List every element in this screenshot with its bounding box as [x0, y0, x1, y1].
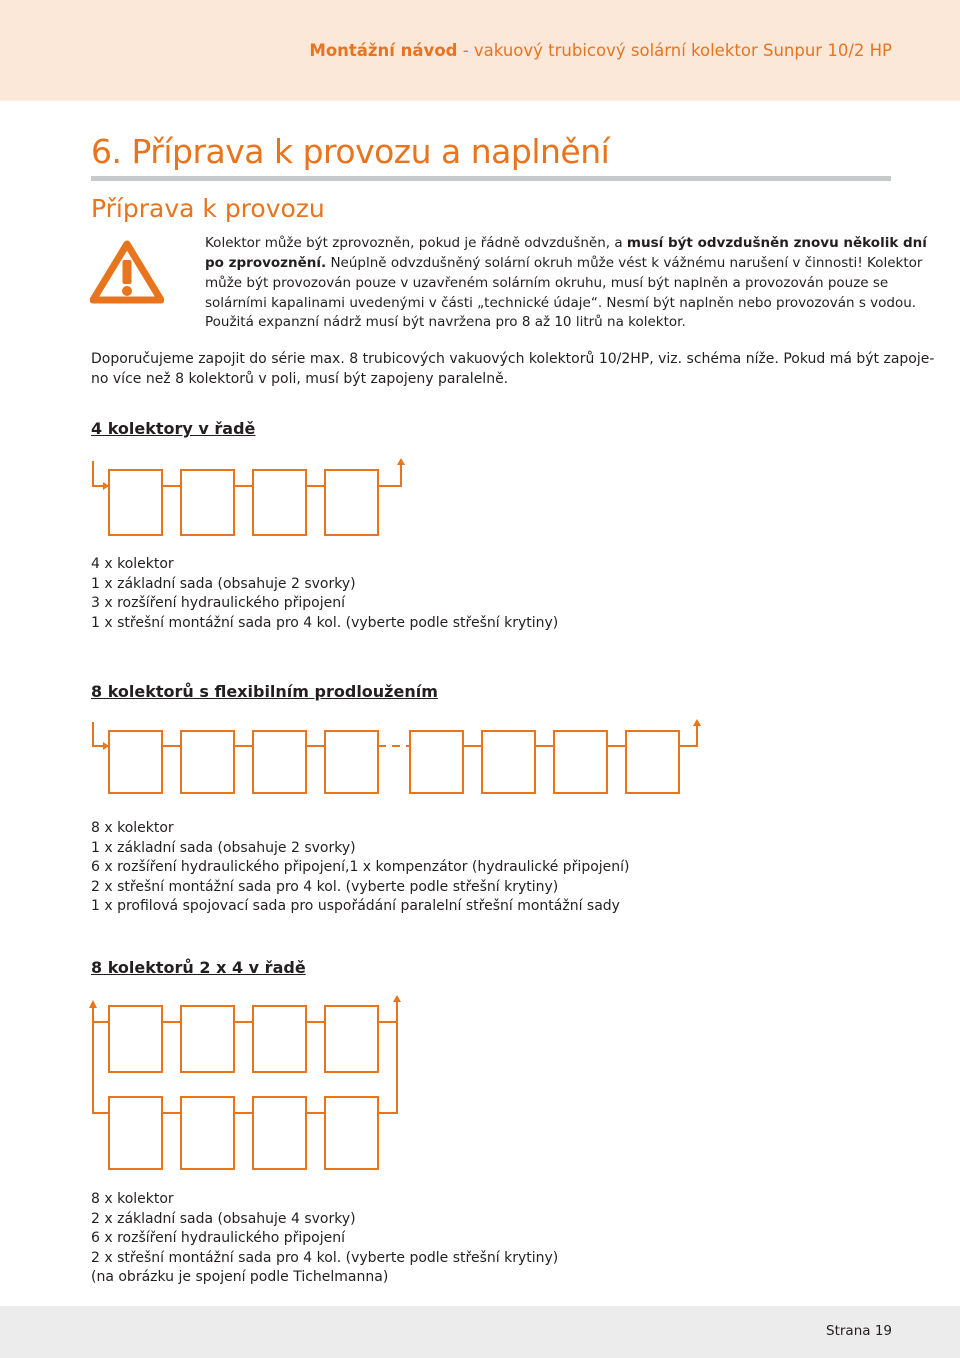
heading-4-in-series: 4 kolektory v řadě [91, 419, 256, 438]
warning-line [205, 234, 927, 254]
page-footer [0, 1306, 960, 1358]
warning-emphasis: po zprovoznění. [205, 255, 327, 271]
warning-line [205, 313, 895, 333]
document-title-rest: - vakuový trubicový solární kolektor Sunpur 10/2 HP [457, 41, 892, 60]
warning-line [205, 294, 917, 314]
list-item: 1 x základní sada (obsahuje 2 svorky) [91, 575, 356, 592]
list-item: 4 x kolektor [91, 556, 174, 572]
page-header [0, 0, 960, 101]
list-item: 8 x kolektor [91, 1191, 174, 1207]
document-title-bold: Montážní návod [309, 41, 458, 60]
list-item: 2 x střešní montážní sada pro 4 kol. (vyberte podle střešní krytiny) [91, 878, 559, 895]
list-item: 6 x rozšíření hydraulického připojení [91, 1230, 346, 1246]
list-item: 2 x základní sada (obsahuje 4 svorky) [91, 1210, 356, 1227]
recommendation-line-1: Doporučujeme zapojit do série max. 8 trubicových vakuových kolektorů 10/2HP, viz. schéma níže. Pokud má být zapoje- [91, 351, 935, 367]
warning-line [205, 254, 923, 274]
list-item: (na obrázku je spojení podle Tichelmanna) [91, 1269, 389, 1285]
warning-run: Použitá expanzní nádrž musí být navržena pro 8 až 10 litrů na kolektor. [205, 314, 686, 330]
warning-run: solárními kapalinami uvedenými v části „technické údaje“. Nesmí být naplněn nebo provozován s vodou. [205, 295, 917, 311]
list-item: 1 x střešní montážní sada pro 4 kol. (vyberte podle střešní krytiny) [91, 614, 559, 631]
list-item: 3 x rozšíření hydraulického připojení [91, 595, 346, 611]
list-item: 2 x střešní montážní sada pro 4 kol. (vyberte podle střešní krytiny) [91, 1249, 559, 1266]
heading-8-2x4: 8 kolektorů 2 x 4 v řadě [91, 958, 306, 977]
diagram-4-in-series [85, 455, 415, 540]
item-list-4-in-series [91, 555, 558, 633]
item-list-8-flexible [91, 819, 630, 917]
warning-run: Neúplně odvzdušněný solární okruh může vést k vážnému narušení v činnosti! Kolektor [326, 255, 923, 271]
list-item: 1 x profilová spojovací sada pro uspořádání paralelní střešní montážní sady [91, 898, 620, 914]
list-item: 8 x kolektor [91, 820, 174, 836]
recommendation-line-2: no více než 8 kolektorů v poli, musí být zapojeny paralelně. [91, 371, 509, 387]
subsection-title: Příprava k provozu [91, 194, 325, 223]
section-title: 6. Příprava k provozu a naplnění [91, 132, 610, 171]
heading-8-flexible: 8 kolektorů s flexibilním prodloužením [91, 682, 438, 701]
warning-emphasis: musí být odvzdušněn znovu několik dní [626, 235, 927, 251]
page-number: Strana 19 [826, 1323, 892, 1339]
warning-run: může být provozován pouze v uzavřeném solárním okruhu, musí být naplněn a provozován pouze se [205, 275, 889, 291]
warning-line [205, 274, 895, 294]
document-title [309, 41, 892, 60]
warning-triangle-icon [90, 240, 164, 304]
diagram-8-2x4 [85, 992, 415, 1178]
list-item: 6 x rozšíření hydraulického připojení,1 x kompenzátor (hydraulické připojení) [91, 859, 630, 875]
warning-run: Kolektor může být zprovozněn, pokud je řádně odvzdušněn, a [205, 235, 627, 251]
list-item: 1 x základní sada (obsahuje 2 svorky) [91, 839, 356, 856]
title-divider [91, 176, 891, 181]
diagram-8-flexible [85, 716, 705, 798]
item-list-8-2x4 [91, 1190, 558, 1288]
